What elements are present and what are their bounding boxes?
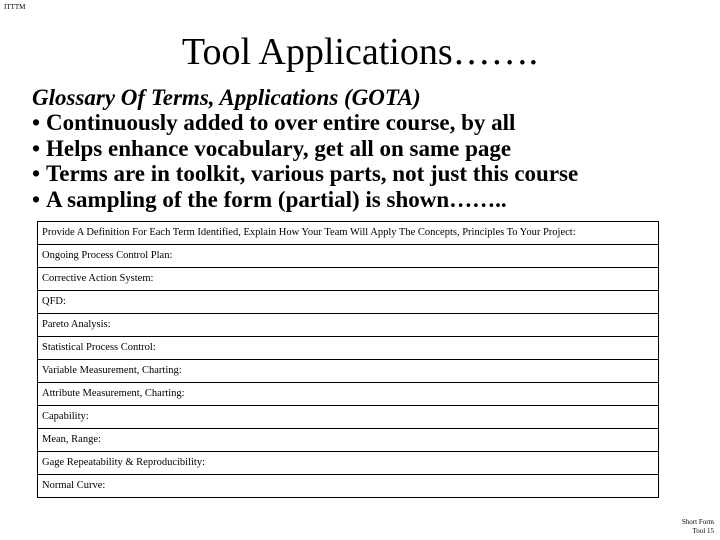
bullet-text: A sampling of the form (partial) is shown……..	[46, 186, 507, 212]
term-cell: Statistical Process Control:	[38, 337, 659, 360]
term-cell: Attribute Measurement, Charting:	[38, 383, 659, 406]
term-cell: QFD:	[38, 291, 659, 314]
footer-note	[682, 518, 714, 536]
table-row	[38, 383, 659, 406]
table-row	[38, 291, 659, 314]
glossary-form	[37, 221, 659, 498]
term-cell: Capability:	[38, 406, 659, 429]
table-row	[38, 245, 659, 268]
footer-line-2: Tool 15	[692, 527, 714, 535]
bullet-list	[32, 110, 578, 212]
slide-title: Tool Applications…….	[181, 31, 539, 73]
bullet-item	[32, 136, 578, 162]
term-cell: Variable Measurement, Charting:	[38, 360, 659, 383]
bullet-mark: •	[32, 161, 41, 186]
bullet-item	[32, 187, 578, 213]
bullet-mark: •	[32, 186, 41, 212]
table-row	[38, 475, 659, 498]
term-cell: Pareto Analysis:	[38, 314, 659, 337]
table-row	[38, 337, 659, 360]
corner-tag: ITTTM	[4, 3, 26, 11]
term-cell: Ongoing Process Control Plan:	[38, 245, 659, 268]
form-instruction-row	[38, 222, 659, 245]
footer-line-1: Short Form	[681, 518, 714, 526]
table-row	[38, 314, 659, 337]
table-row	[38, 360, 659, 383]
bullet-text: Continuously added to over entire course, by all	[46, 110, 516, 135]
bullet-item	[32, 110, 578, 136]
gota-heading: Glossary Of Terms, Applications (GOTA)	[32, 85, 421, 110]
table-row	[38, 268, 659, 291]
term-cell: Normal Curve:	[38, 475, 659, 498]
bullet-item	[32, 161, 578, 187]
table-row	[38, 452, 659, 475]
term-cell: Mean, Range:	[38, 429, 659, 452]
bullet-text: Helps enhance vocabulary, get all on same page	[46, 135, 512, 161]
bullet-mark: •	[32, 110, 41, 135]
bullet-mark: •	[32, 135, 41, 161]
form-instruction: Provide A Definition For Each Term Identified, Explain How Your Team Will Apply The Concepts, Principles To Your Project:	[38, 222, 659, 245]
term-cell: Corrective Action System:	[38, 268, 659, 291]
table-row	[38, 406, 659, 429]
term-cell: Gage Repeatability & Reproducibility:	[38, 452, 659, 475]
bullet-text: Terms are in toolkit, various parts, not just this course	[46, 161, 579, 186]
table-row	[38, 429, 659, 452]
